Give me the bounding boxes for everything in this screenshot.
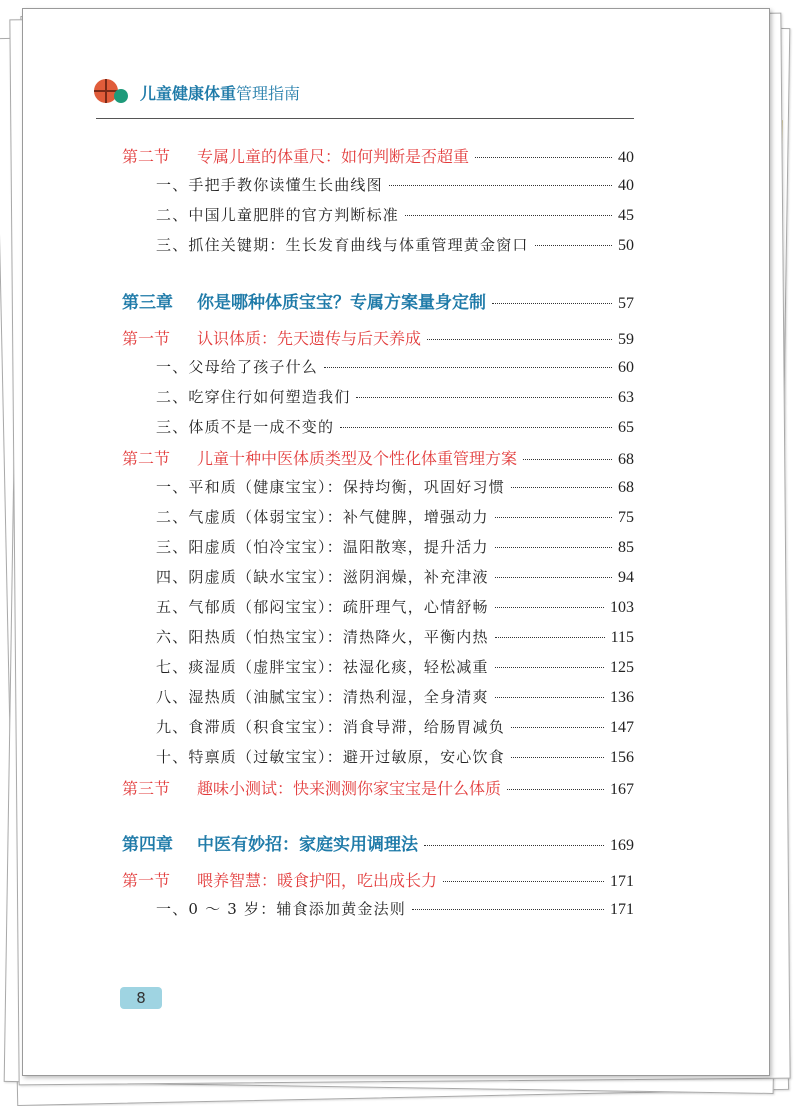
toc-entry-text [156,746,505,767]
toc-page-number: 171 [610,901,634,918]
table-of-contents [122,144,634,918]
toc-item-row [122,416,634,436]
toc-entry-text [122,830,418,855]
toc-page-number: 169 [610,837,634,854]
dot-leader [405,215,612,216]
toc-entry-text [156,656,489,677]
toc-entry-text [122,776,501,799]
toc-page-number: 57 [618,295,634,312]
toc-entry-title: 三、阳虚质（怕冷宝宝）：温阳散寒，提升活力 [156,538,489,556]
toc-page-number: 45 [618,207,634,224]
toc-page-number: 63 [618,389,634,406]
toc-entry-text [156,234,529,255]
dot-leader [427,339,612,340]
dot-leader [511,727,604,728]
toc-page-number: 115 [610,629,634,646]
dot-leader [495,667,604,668]
toc-item-row [122,746,634,766]
dot-leader [495,547,612,548]
toc-entry-title: 中医有妙招：家庭实用调理法 [197,835,418,855]
toc-entry-title: 二、中国儿童肥胖的官方判断标准 [156,206,400,224]
toc-entry-text [156,566,489,587]
dot-leader [475,157,612,158]
dot-leader [495,697,604,698]
toc-item-row [122,626,634,646]
toc-page-number: 50 [618,237,634,254]
toc-entry-title: 七、痰湿质（虚胖宝宝）：祛湿化痰，轻松减重 [156,658,489,676]
toc-page-number: 156 [610,749,634,766]
toc-entry-text [156,416,334,437]
page-number-badge: 8 [120,987,162,1009]
toc-entry-title: 三、体质不是一成不变的 [156,418,335,436]
dot-leader [495,607,604,608]
toc-entry-title: 八、湿热质（油腻宝宝）：清热利湿，全身清爽 [156,688,489,706]
toc-page-number: 94 [618,569,634,586]
toc-chapter-row [122,288,634,313]
running-header [94,76,300,108]
toc-entry-text [122,288,486,313]
dot-leader [495,637,605,638]
header-title-bold: 儿童健康体重 [140,83,237,103]
toc-entry-label: 第一节 [122,871,171,890]
toc-item-row [122,656,634,676]
toc-entry-text [156,626,489,647]
toc-entry-label: 第三节 [122,779,171,798]
header-title-rest: 管理指南 [236,83,301,103]
toc-page-number: 167 [610,781,634,798]
toc-entry-text [156,204,399,225]
toc-entry-title: 二、吃穿住行如何塑造我们 [156,388,351,406]
toc-entry-text [156,716,505,737]
dot-leader [389,185,612,186]
toc-item-row [122,476,634,496]
toc-entry-title: 专属儿童的体重尺：如何判断是否超重 [197,147,470,166]
toc-entry-title: 五、气郁质（郁闷宝宝）：疏肝理气，心情舒畅 [156,598,489,616]
toc-entry-label: 第一节 [122,329,171,348]
toc-entry-title: 九、食滞质（积食宝宝）：消食导滞，给肠胃减负 [156,718,505,736]
toc-item-row [122,386,634,406]
toc-entry-text [122,326,421,349]
toc-entry-title: 一、父母给了孩子什么 [156,358,319,376]
toc-entry-text [156,536,489,557]
toc-item-row [122,716,634,736]
toc-entry-text [156,596,489,617]
dot-leader [492,303,612,304]
toc-item-row [122,204,634,224]
toc-item-row [122,234,634,254]
toc-entry-label: 第二节 [122,449,171,468]
toc-page-number: 75 [618,509,634,526]
toc-item-row [122,536,634,556]
dot-leader [511,487,612,488]
toc-entry-title: 认识体质：先天遗传与后天养成 [197,329,422,348]
dot-leader [523,459,612,460]
toc-item-row [122,686,634,706]
toc-item-row [122,596,634,616]
toc-entry-title: 四、阴虚质（缺水宝宝）：滋阴润燥，补充津液 [156,568,489,586]
toc-entry-text [122,144,469,167]
toc-entry-text [156,506,489,527]
toc-entry-text [122,868,437,891]
toc-page-number: 136 [610,689,634,706]
toc-entry-text [156,898,406,919]
dot-leader [495,517,612,518]
toc-page-number: 40 [618,177,634,194]
dot-leader [511,757,604,758]
toc-entry-title: 儿童十种中医体质类型及个性化体重管理方案 [197,449,518,468]
toc-entry-title: 二、气虚质（体弱宝宝）：补气健脾，增强动力 [156,508,489,526]
toc-item-row [122,566,634,586]
toc-entry-text [156,174,383,195]
toc-entry-text [156,386,350,407]
toc-page-number: 68 [618,479,634,496]
dot-leader [443,881,604,882]
dot-leader [535,245,612,246]
toc-page-number: 68 [618,451,634,468]
toc-page-number: 103 [610,599,634,616]
toc-entry-title: 一、0 ～ 3 岁：辅食添加黄金法则 [156,900,406,918]
toc-section-row [122,144,634,164]
toc-entry-text [122,446,517,469]
dot-leader [507,789,604,790]
toc-entry-title: 一、平和质（健康宝宝）：保持均衡，巩固好习惯 [156,478,505,496]
basketball-logo-icon [94,77,132,107]
toc-entry-title: 三、抓住关键期：生长发育曲线与体重管理黄金窗口 [156,236,529,254]
toc-page-number: 125 [610,659,634,676]
dot-leader [340,427,612,428]
toc-section-row [122,776,634,796]
dot-leader [495,577,612,578]
toc-section-row [122,326,634,346]
toc-page-number: 147 [610,719,634,736]
toc-chapter-row [122,830,634,855]
toc-entry-title: 趣味小测试：快来测测你家宝宝是什么体质 [197,779,502,798]
toc-item-row [122,174,634,194]
header-divider [96,118,634,119]
toc-entry-title: 六、阳热质（怕热宝宝）：清热降火，平衡内热 [156,628,489,646]
toc-section-row [122,446,634,466]
toc-item-row [122,356,634,376]
toc-section-row [122,868,634,888]
toc-entry-label: 第三章 [122,293,173,313]
toc-entry-text [156,476,505,497]
toc-page-number: 59 [618,331,634,348]
toc-page-number: 40 [618,149,634,166]
toc-page-number: 171 [610,873,634,890]
toc-entry-title: 一、手把手教你读懂生长曲线图 [156,176,383,194]
toc-entry-text [156,686,489,707]
toc-entry-title: 你是哪种体质宝宝？专属方案量身定制 [197,293,486,313]
dot-leader [424,845,604,846]
toc-item-row [122,898,634,918]
toc-page-number: 65 [618,419,634,436]
toc-entry-title: 十、特禀质（过敏宝宝）：避开过敏原，安心饮食 [156,748,505,766]
toc-entry-label: 第四章 [122,835,173,855]
toc-page-number: 60 [618,359,634,376]
toc-entry-title: 喂养智慧：暖食护阳，吃出成长力 [197,871,438,890]
toc-page-number: 85 [618,539,634,556]
dot-leader [324,367,612,368]
dot-leader [412,909,604,910]
toc-entry-label: 第二节 [122,147,171,166]
toc-entry-text [156,356,318,377]
dot-leader [356,397,612,398]
toc-item-row [122,506,634,526]
